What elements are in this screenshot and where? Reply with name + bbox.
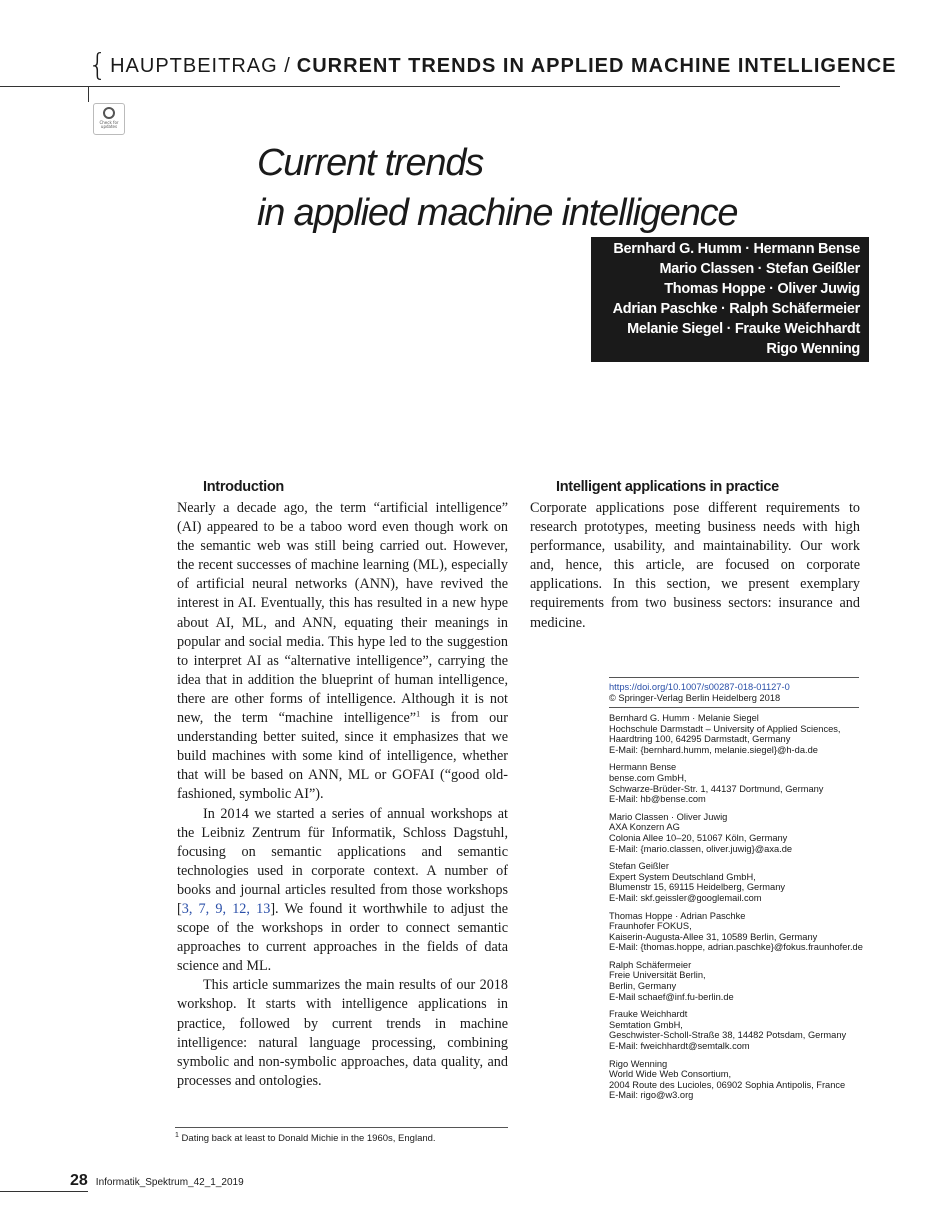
affiliation-entry: Ralph Schäfermeier Freie Universität Berlin, Berlin, Germany E-Mail schaef@inf.fu-berlin.de <box>609 959 734 1002</box>
page-footer <box>70 1172 244 1190</box>
title-line1: Current trends <box>257 142 484 184</box>
check-for-updates-badge[interactable] <box>93 103 125 135</box>
introduction-heading: Introduction <box>203 479 284 495</box>
author-line: Mario Classen · Stefan Geißler <box>659 261 860 277</box>
author-line: Melanie Siegel · Frauke Weichhardt <box>627 321 860 337</box>
badge-line2: updates <box>100 124 118 129</box>
intro-paragraph-2: In 2014 we started a series of annual workshops at the Leibniz Zentrum für Informatik, Schloss Dagstuhl, focusing on semantic applications and semantic technologies used in corporate context. A number of books and journal articles resulted from those workshops [3, 7, 9, 12, 13]. We found it worthwhile to adjust the scope of the workshops in order to connect semantic approaches to current approaches in the fields of data science and ML. <box>177 805 509 975</box>
affiliation-entry: Thomas Hoppe · Adrian Paschke Fraunhofer FOKUS, Kaiserin-Augusta-Allee 31, 10589 Berlin, Germany E-Mail: {thomas.hoppe, adrian.paschke}@fokus.fraunhofer.de <box>609 910 863 953</box>
practice-heading: Intelligent applications in practice <box>556 479 779 495</box>
title-line2: in applied machine intelligence <box>257 192 738 234</box>
affiliation-entry: Bernhard G. Humm · Melanie Siegel Hochschule Darmstadt – University of Applied Sciences, Haardtring 100, 64295 Darmstadt, Germany E-Mail: {bernhard.humm, melanie.siegel}@h-da.de <box>609 713 841 755</box>
author-line: Rigo Wenning <box>766 341 860 357</box>
footnote-rule <box>175 1127 508 1128</box>
journal-id: Informatik_Spektrum_42_1_2019 <box>95 1177 244 1188</box>
affiliation-entry: Stefan Geißler Expert System Deutschland GmbH, Blumenstr 15, 69115 Heidelberg, Germany E-Mail: skf.geissler@googlemail.com <box>609 861 786 903</box>
affiliation-entry: Mario Classen · Oliver Juwig AXA Konzern AG Colonia Allee 10–20, 51067 Köln, Germany E-Mail: {mario.classen, oliver.juwig}@axa.de <box>609 811 793 854</box>
footnote-marker[interactable]: 1 <box>416 709 421 719</box>
running-header <box>88 47 897 83</box>
header-vertical-rule <box>88 86 89 102</box>
affiliation-entry: Rigo Wenning World Wide Web Consortium, 2004 Route des Lucioles, 06902 Sophia Antipolis, France E-Mail: rigo@w3.org <box>609 1058 846 1101</box>
page-number: 28 <box>70 1172 88 1189</box>
footer-rule <box>0 1191 88 1192</box>
affiliation-rule-top <box>609 677 859 678</box>
doi-link[interactable]: https://doi.org/10.1007/s00287-018-01127-0 <box>609 682 790 692</box>
doi-block <box>609 682 869 703</box>
footnote-number: 1 <box>175 1131 179 1139</box>
affiliation-entry: Frauke Weichhardt Semtation GmbH, Geschwister-Scholl-Straße 38, 14482 Potsdam, Germany E-Mail: fweichhardt@semtalk.com <box>609 1009 847 1052</box>
affiliation-rule-mid <box>609 707 859 708</box>
header-brace: { <box>88 47 109 83</box>
footnote-text: Dating back at least to Donald Michie in the 1960s, England. <box>178 1133 436 1144</box>
article-title <box>257 138 877 238</box>
author-line: Adrian Paschke · Ralph Schäfermeier <box>612 301 860 317</box>
copyright: © Springer-Verlag Berlin Heidelberg 2018 <box>609 692 781 703</box>
author-line: Thomas Hoppe · Oliver Juwig <box>664 281 860 297</box>
intro-paragraph-3: This article summarizes the main results of our 2018 workshop. It starts with intelligence applications in practice, followed by current trends in machine intelligence: natural language processing, combining symbolic and non-symbolic approaches, data quality, and processes and ontologies. <box>177 977 508 1089</box>
affiliation-list <box>609 713 869 1108</box>
footnote <box>175 1133 436 1144</box>
header-section: HAUPTBEITRAG / <box>110 54 291 77</box>
author-list <box>591 237 869 362</box>
practice-paragraph-1: Corporate applications pose different requirements to research prototypes, meeting business needs with high performance, usability, and maintainability. Our work and, hence, this article, are focused on corporate applications. In this section, we present exemplary requirements from two business sectors: insurance and medicine. <box>530 500 860 631</box>
badge-line1: Check for <box>99 120 119 125</box>
affiliation-entry: Hermann Bense bense.com GmbH, Schwarze-Brüder-Str. 1, 44137 Dortmund, Germany E-Mail: hb@bense.com <box>609 762 824 805</box>
practice-body <box>530 499 860 633</box>
header-topic: CURRENT TRENDS IN APPLIED MACHINE INTELLIGENCE <box>296 54 897 77</box>
header-rule <box>0 86 840 87</box>
check-updates-icon <box>103 107 115 119</box>
author-line: Bernhard G. Humm · Hermann Bense <box>613 241 860 257</box>
citation-links[interactable]: 3, 7, 9, 12, 13 <box>181 900 271 917</box>
intro-paragraph-1: Nearly a decade ago, the term “artificial intelligence” (AI) appeared to be a taboo word even though work on the semantic web was still being carried out. However, the recent successes of machine learning (ML), especially of artificial neural networks (ANN), have revived the interest in AI. Eventually, this has resulted in a new hype about AI, ML, and ANN, equating their meanings in popular and social media. This hype led to the suggestion to interpret AI as “alternative intelligence”, carrying the idea that in addition the blueprint of human intelligence, there are other forms of intelligence. Although it is not new, the term “machine intelligence”$^1$ is from our understanding better suited, since it emphasizes that we build machines with some kind of intelligence, whether that will be based on ANN, ML or GOFAI (“good old-fashioned, symbolic AI”). <box>177 500 508 803</box>
introduction-body <box>177 499 508 1091</box>
